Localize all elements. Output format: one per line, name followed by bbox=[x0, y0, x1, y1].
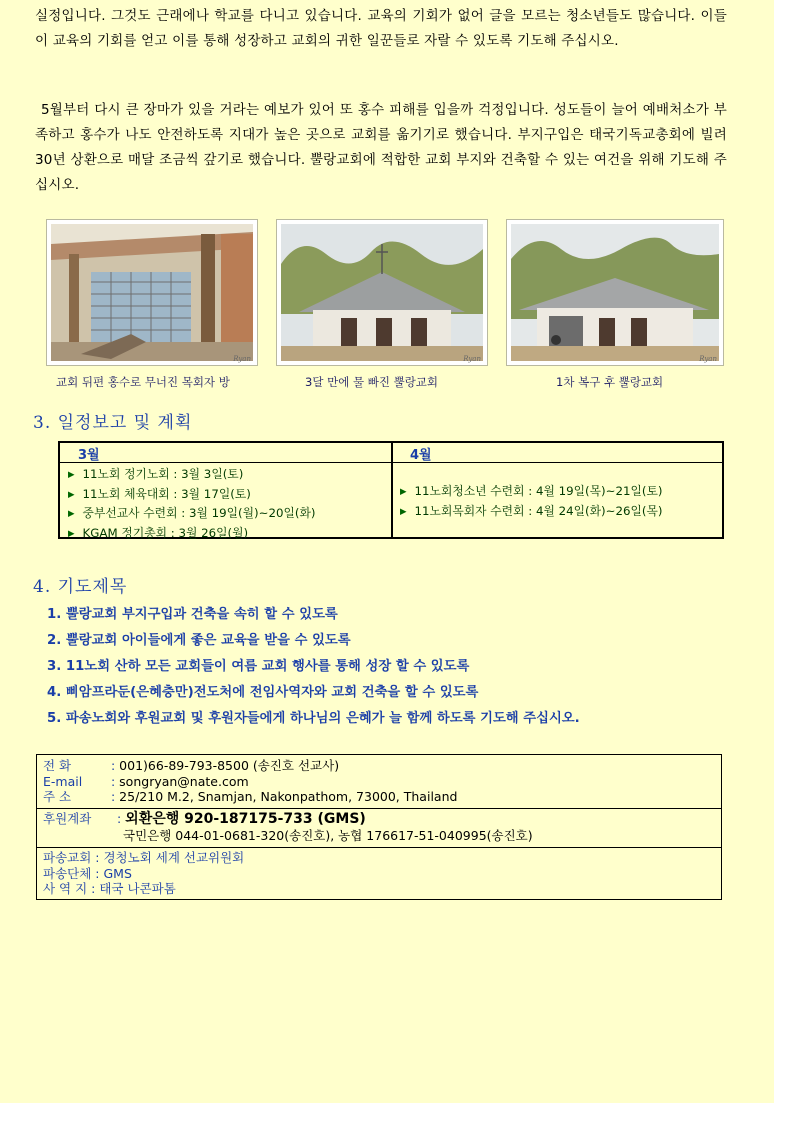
section-schedule-title: 3. 일정보고 및 계획 bbox=[33, 413, 193, 433]
region-value: 태국 나콘파톰 bbox=[99, 881, 176, 896]
march-schedule-list bbox=[68, 466, 316, 544]
contact-info: 전 화 : 001)66-89-793-8500 (송진호 선교사) E-mail : songryan@nate.com 주 소 : 25/210 M.2, Snamjan, Nakonpathom, 73000, Thailand bbox=[43, 758, 458, 804]
email-label: E-mail bbox=[43, 773, 83, 789]
list-item: ▶ 11노회청소년 수련회 : 4월 19일(목)~21일(토) bbox=[400, 483, 663, 503]
photo-collapsed-room bbox=[46, 219, 258, 366]
presbytery-value: 경청노회 세계 선교위원회 bbox=[103, 850, 245, 865]
phone-label: 전 화 bbox=[43, 758, 72, 773]
flood-paragraph: 5월부터 다시 큰 장마가 있을 거라는 예보가 있어 또 홍수 피해를 입을까 걱정입니다. 성도들이 늘어 예배처소가 부족하고 홍수가 나도 안전하도록 지대가 높은 곳으로 교회를 옮기기로 했습니다. 부지구입은 태국기독교총회에 빌려 30년 상환으로 매달 조금씩 갚기로 했습니다. 뿔랑교회에 적합한 교회 부지와 건축할 수 있는 여건을 위해 기도해 주십시오. bbox=[35, 102, 727, 193]
section-prayer-title: 4. 기도제목 bbox=[33, 577, 128, 597]
list-item: 2. 뿔랑교회 아이들에게 좋은 교육을 받을 수 있도록 bbox=[47, 633, 351, 648]
account-value-1: 외환은행 920-187175-733 (GMS) bbox=[125, 811, 366, 827]
photo-caption-2: 3달 만에 물 빠진 뿔랑교회 bbox=[305, 375, 439, 389]
intro-paragraph: 실정입니다. 그것도 근래에나 학교를 다니고 있습니다. 교육의 기회가 없어 글을 모르는 청소년들도 많습니다. 이들이 교육의 기회를 얻고 이를 통해 성장하고 교회의 귀한 일꾼들로 자랄 수 있도록 기도해 주십시오. bbox=[35, 8, 727, 49]
list-item: ▶ 11노회 정기노회 : 3월 3일(토) bbox=[68, 466, 316, 486]
photo-church-restored bbox=[506, 219, 724, 366]
email-value[interactable]: songryan@nate.com bbox=[119, 773, 249, 789]
schedule-table bbox=[58, 441, 724, 539]
mission-info: 파송교회 : 경청노회 세계 선교위원회 파송단체 : GMS 사 역 지 : 태국 나콘파톰 bbox=[43, 850, 245, 896]
photo-signature: Ryan bbox=[233, 355, 251, 363]
list-item: ▶ 중부선교사 수련회 : 3월 19일(월)~20일(화) bbox=[68, 505, 316, 525]
agency-value: GMS bbox=[103, 865, 132, 881]
photo-caption-1: 교회 뒤편 홍수로 무너진 목회자 방 bbox=[56, 375, 230, 389]
list-item: 4. 삐암프라둔(은혜충만)전도처에 전임사역자와 교회 건축을 할 수 있도록 bbox=[47, 685, 479, 700]
photo-church-dried bbox=[276, 219, 488, 366]
month-april-label: 4월 bbox=[410, 448, 432, 463]
month-march-label: 3월 bbox=[78, 448, 100, 463]
account-label: 후원계좌 bbox=[43, 811, 92, 826]
presbytery-label: 파송교회 bbox=[43, 850, 92, 865]
address-label: 주 소 bbox=[43, 789, 72, 804]
photo-caption-3: 1차 복구 후 뿔랑교회 bbox=[556, 375, 664, 389]
contact-box bbox=[36, 754, 722, 900]
list-item: 3. 11노회 산하 모든 교회들이 여름 교회 행사를 통해 성장 할 수 있도록 bbox=[47, 659, 470, 674]
account-value-2: 국민은행 044-01-0681-320(송진호), 농협 176617-51-040995(송진호) bbox=[123, 827, 533, 843]
photo-signature: Ryan bbox=[699, 355, 717, 363]
region-label: 사 역 지 bbox=[43, 881, 88, 896]
prayer-list bbox=[47, 602, 580, 732]
phone-value: 001)66-89-793-8500 (송진호 선교사) bbox=[119, 758, 340, 773]
contact-divider bbox=[37, 808, 721, 809]
photo-signature: Ryan bbox=[463, 355, 481, 363]
schedule-divider bbox=[391, 443, 393, 537]
address-value: 25/210 M.2, Snamjan, Nakonpathom, 73000, Thailand bbox=[119, 789, 458, 804]
list-item: ▶ 11노회 체육대회 : 3월 17일(토) bbox=[68, 486, 316, 506]
april-schedule-list bbox=[400, 483, 663, 522]
list-item: ▶ 11노회목회자 수련회 : 4월 24일(화)~26일(목) bbox=[400, 503, 663, 523]
agency-label: 파송단체 bbox=[43, 865, 92, 881]
list-item: ▶ KGAM 정기총회 : 3월 26일(월) bbox=[68, 525, 316, 545]
list-item: 5. 파송노회와 후원교회 및 후원자들에게 하나님의 은혜가 늘 함께 하도록 기도해 주십시오. bbox=[47, 711, 580, 726]
contact-divider bbox=[37, 847, 721, 848]
list-item: 1. 뿔랑교회 부지구입과 건축을 속히 할 수 있도록 bbox=[47, 607, 338, 622]
account-info: 후원계좌 : 외환은행 920-187175-733 (GMS) 국민은행 044-01-0681-320(송진호), 농협 176617-51-040995(송진호) bbox=[43, 811, 533, 843]
